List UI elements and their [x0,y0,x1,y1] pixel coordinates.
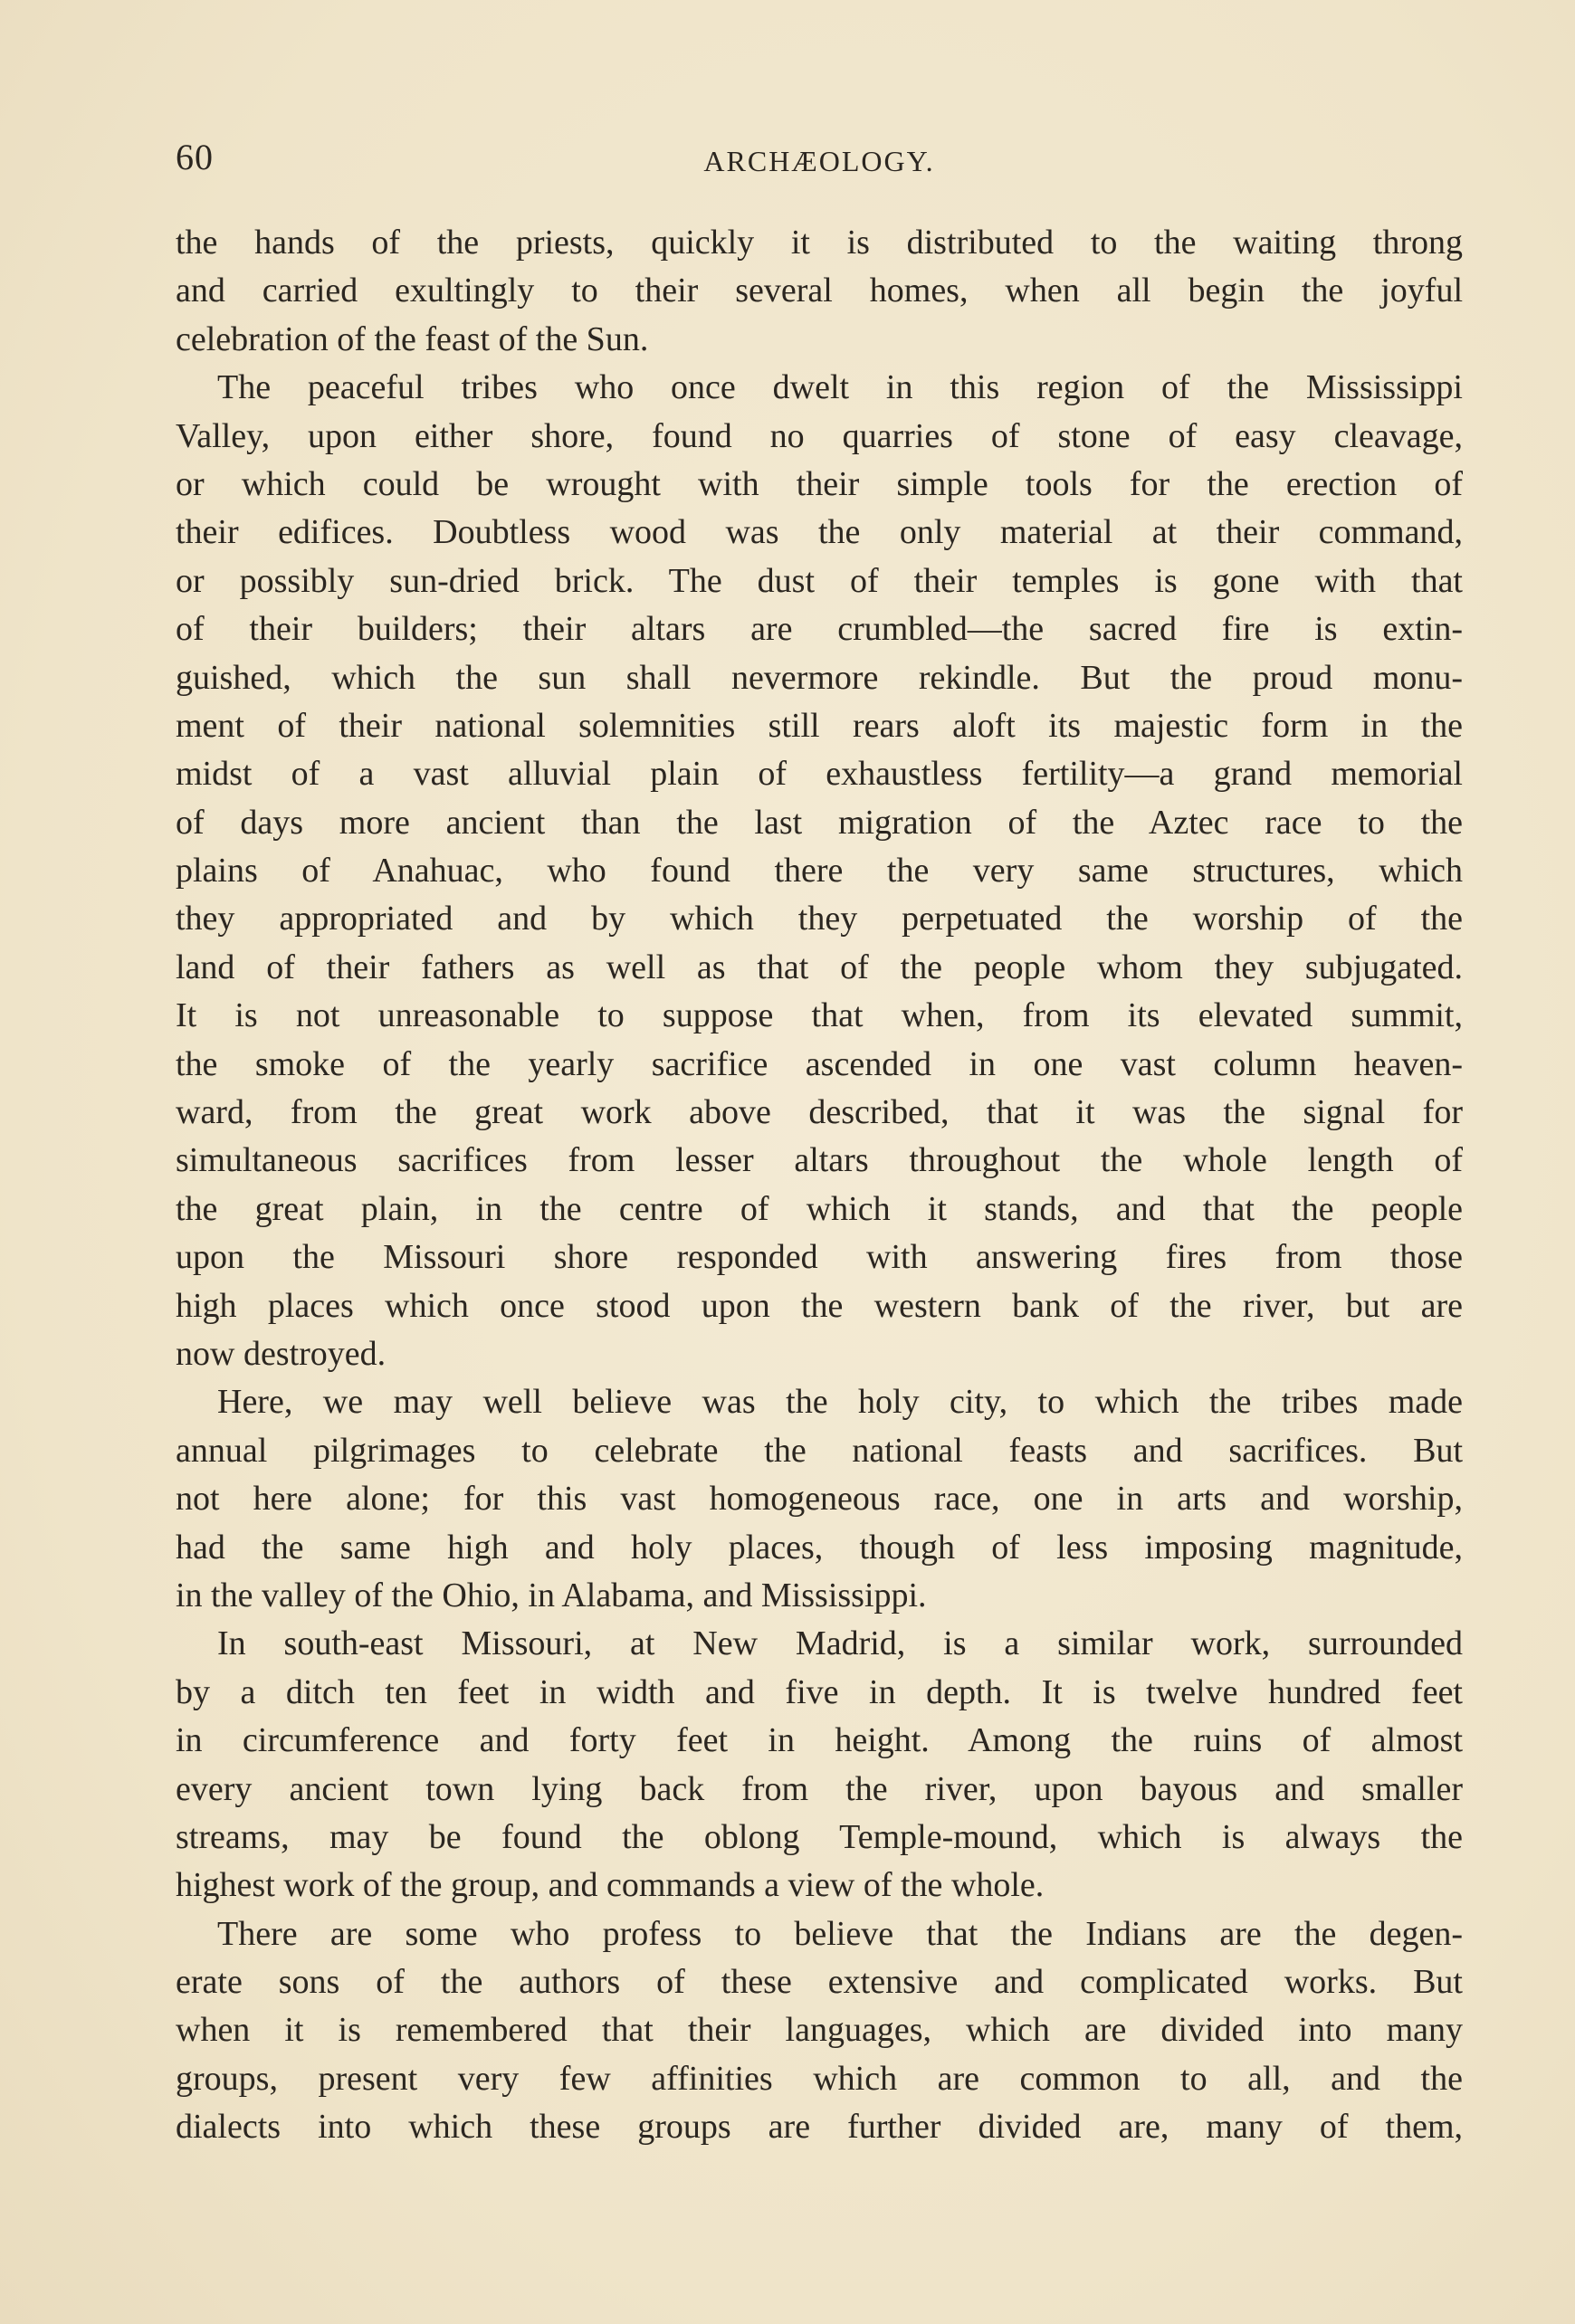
page-number: 60 [176,137,214,177]
body-text [176,219,1463,2152]
text-line: streams, may be found the oblong Temple-mound, which is always the [176,1817,1463,1856]
text-line: land of their fathers as well as that of the people whom they subjugated. [176,948,1463,986]
text-line: groups, present very few affinities which are common to all, and the [176,2059,1463,2098]
text-line: plains of Anahuac, who found there the very same structures, which [176,852,1463,891]
text-line: ment of their national solemnities still rears aloft its majestic form in the [176,706,1463,745]
text-line: The peaceful tribes who once dwelt in this region of the Mississippi [217,368,1463,407]
text-line: or which could be wrought with their simple tools for the erection of [176,464,1463,503]
text-line: annual pilgrimages to celebrate the national feasts and sacrifices. But [176,1431,1463,1470]
text-line: high places which once stood upon the western bank of the river, but are [176,1286,1463,1325]
text-line: In south-east Missouri, at New Madrid, is a similar work, surrounded [217,1624,1463,1663]
text-line: of days more ancient than the last migration of the Aztec race to the [176,803,1463,842]
text-line: of their builders; their altars are crumbled—the sacred fire is extin- [176,610,1463,649]
text-line: ward, from the great work above described, that it was the signal for [176,1093,1463,1132]
text-line: in circumference and forty feet in height. Among the ruins of almost [176,1721,1463,1760]
text-line: now destroyed. [176,1334,387,1373]
text-line: and carried exultingly to their several homes, when all begin the joyful [176,271,1463,310]
text-line: by a ditch ten feet in width and five in depth. It is twelve hundred feet [176,1672,1463,1711]
text-line: the hands of the priests, quickly it is distributed to the waiting throng [176,224,1463,262]
text-line: dialects into which these groups are further divided are, many of them, [176,2108,1463,2147]
text-line: had the same high and holy places, though of less imposing magnitude, [176,1528,1463,1567]
text-line: when it is remembered that their languages, which are divided into many [176,2011,1463,2050]
text-line: celebration of the feast of the Sun. [176,319,649,358]
text-line: upon the Missouri shore responded with answering fires from those [176,1238,1463,1277]
text-line: their edifices. Doubtless wood was the only material at their command, [176,513,1463,552]
text-line: they appropriated and by which they perpetuated the worship of the [176,900,1463,938]
text-line: the great plain, in the centre of which it stands, and that the people [176,1189,1463,1228]
text-line: midst of a vast alluvial plain of exhaustless fertility—a grand memorial [176,755,1463,794]
text-line: Valley, upon either shore, found no quarries of stone of easy cleavage, [176,416,1463,455]
text-line: Here, we may well believe was the holy city, to which the tribes made [217,1383,1463,1422]
text-line: erate sons of the authors of these extensive and complicated works. But [176,1963,1463,2002]
text-line: simultaneous sacrifices from lesser altars throughout the whole length of [176,1141,1463,1180]
text-line: in the valley of the Ohio, in Alabama, and Mississippi. [176,1576,927,1614]
running-title: ARCHÆOLOGY. [703,145,935,177]
text-line: not here alone; for this vast homogeneous race, one in arts and worship, [176,1480,1463,1519]
text-line: or possibly sun-dried brick. The dust of their temples is gone with that [176,561,1463,600]
text-line: highest work of the group, and commands a view of the whole. [176,1866,1045,1905]
text-line: It is not unreasonable to suppose that when, from its elevated summit, [176,996,1463,1035]
text-line: There are some who profess to believe that the Indians are the degen- [217,1914,1463,1953]
text-line: every ancient town lying back from the river, upon bayous and smaller [176,1769,1463,1808]
page-header [176,136,1463,190]
text-line: guished, which the sun shall nevermore rekindle. But the proud monu- [176,658,1463,697]
text-line: the smoke of the yearly sacrifice ascended in one vast column heaven- [176,1044,1463,1083]
